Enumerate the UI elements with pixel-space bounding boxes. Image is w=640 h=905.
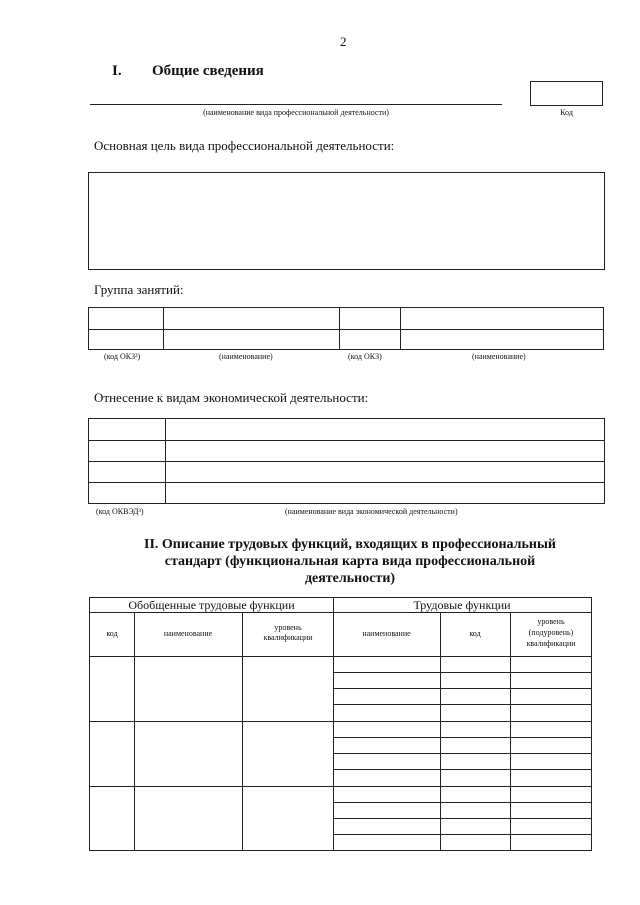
- activity-name-line: [90, 104, 502, 105]
- col-qualification-level-2: уровень (подуровень) квалификации: [526, 617, 576, 648]
- main-goal-label: Основная цель вида профессиональной деятельности:: [94, 138, 395, 153]
- okz-table: [88, 307, 604, 350]
- okz-code-caption-2: (код ОКЗ): [348, 352, 382, 361]
- okz-name-caption-2: (наименование): [472, 352, 526, 361]
- activity-code-caption: Код: [560, 108, 573, 117]
- col-name-1: наименование: [163, 629, 213, 638]
- okved-code-caption: (код ОКВЭД³): [96, 507, 144, 516]
- okved-table: [88, 418, 605, 504]
- occupation-group-label: Группа занятий:: [94, 282, 184, 297]
- okz-code-caption-1: (код ОКЗ²): [104, 352, 141, 361]
- page-number: 2: [340, 34, 347, 49]
- section-2-title-line-1: II. Описание трудовых функций, входящих в профессиональный: [144, 537, 556, 552]
- section-1-numeral: I.: [112, 63, 122, 79]
- activity-name-caption: (наименование вида профессиональной деятельности): [203, 108, 389, 117]
- section-2-title: [100, 536, 600, 587]
- col-code-2: код: [469, 629, 481, 638]
- main-goal-field[interactable]: [88, 172, 605, 270]
- okved-label: Отнесение к видам экономической деятельности:: [94, 390, 369, 405]
- generalized-functions-header: Обобщенные трудовые функции: [128, 598, 295, 612]
- labor-functions-header: Трудовые функции: [413, 598, 511, 612]
- col-qualification-level-1: уровень квалификации: [263, 623, 313, 642]
- activity-code-field[interactable]: [530, 81, 603, 106]
- section-2-title-line-2: стандарт (функциональная карта вида профессиональной: [164, 554, 536, 569]
- col-code-1: код: [106, 629, 118, 638]
- functional-map-table: [89, 597, 592, 851]
- section-1-title: Общие сведения: [152, 63, 264, 79]
- okz-name-caption-1: (наименование): [219, 352, 273, 361]
- col-name-2: наименование: [362, 629, 411, 638]
- section-2-title-line-3: деятельности): [304, 571, 396, 586]
- okved-name-caption: (наименование вида экономической деятельности): [285, 507, 458, 516]
